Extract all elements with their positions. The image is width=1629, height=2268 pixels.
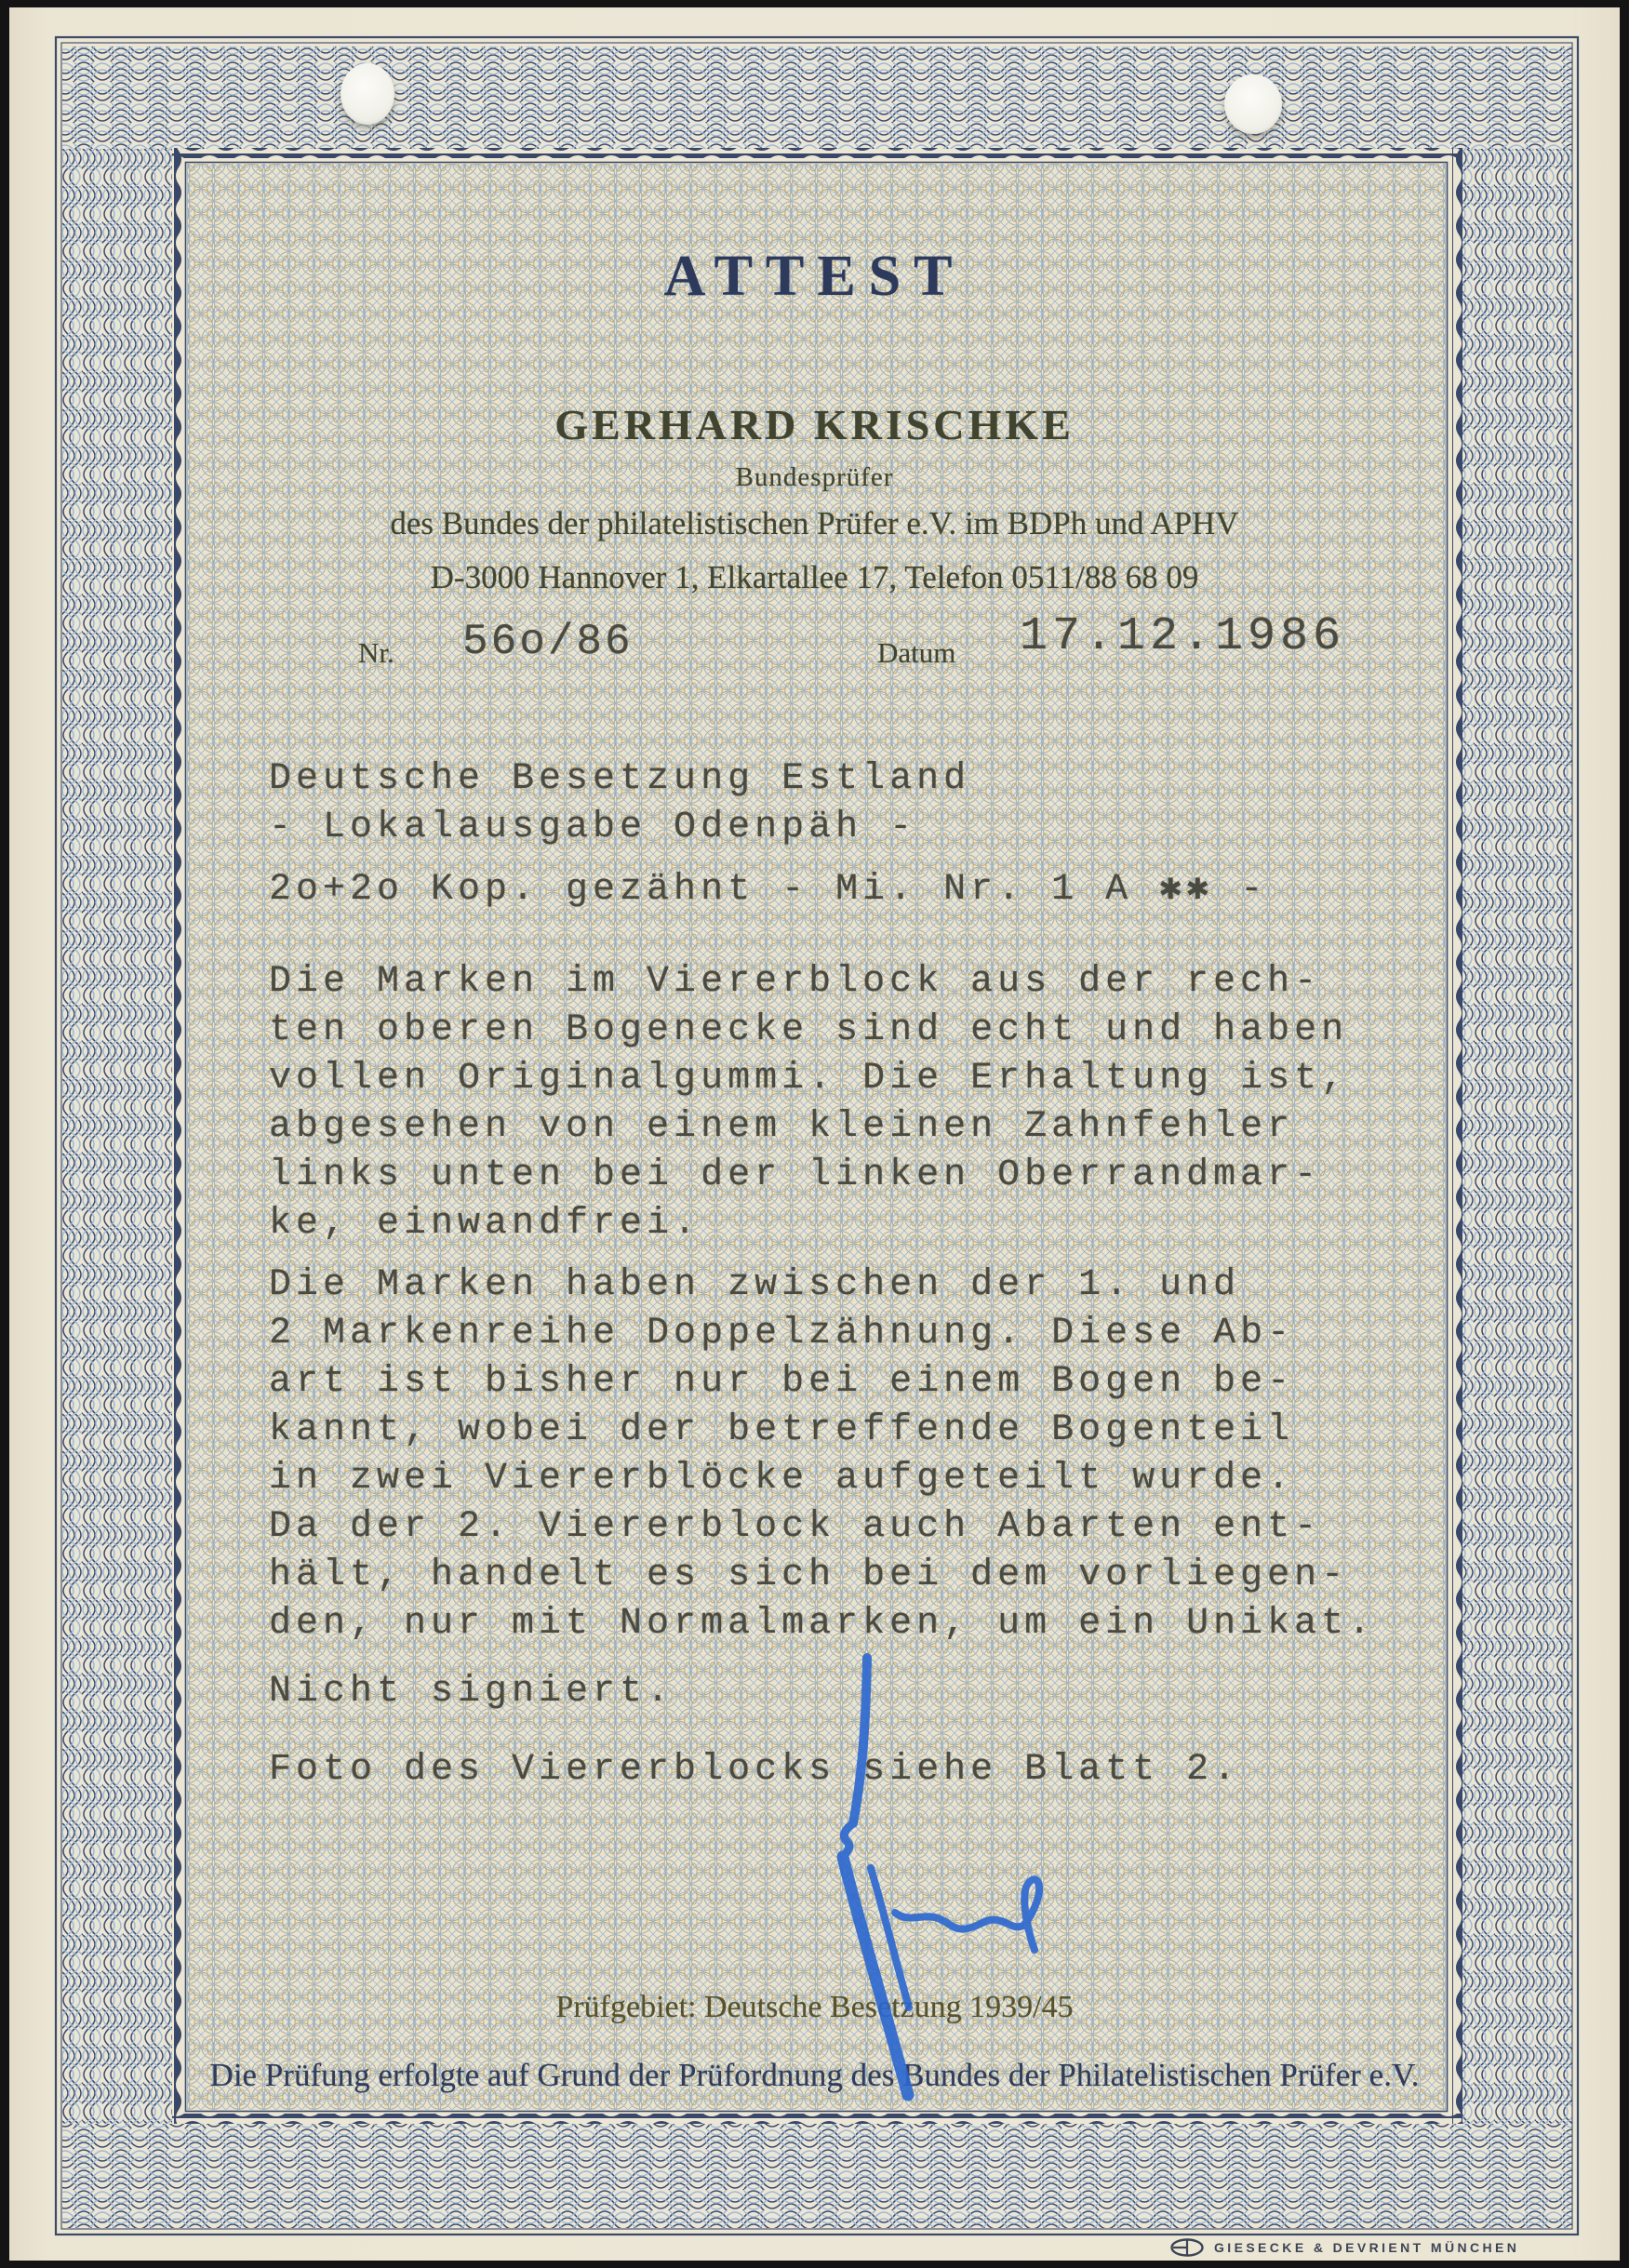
examiner-name: GERHARD KRISCHKE [554, 401, 1075, 448]
paragraph-line: den, nur mit Normalmarken, um ein Unikat. [269, 1603, 1376, 1645]
paragraph-line: in zwei Viererblöcke aufgeteilt wurde. [269, 1458, 1295, 1500]
legal-line: Die Prüfung erfolgte auf Grund der Prüfordnung des Bundes der Philatelistischen Prüfer e.V. [209, 2057, 1420, 2093]
certificate-date-value: 17.12.1986 [1020, 610, 1346, 663]
paragraph-line: Da der 2. Viererblock auch Abarten ent- [269, 1506, 1322, 1548]
examiner-role: Bundesprüfer [735, 462, 894, 492]
examiner-association: des Bundes der philatelistischen Prüfer e.V. im BDPh und APHV [390, 505, 1239, 541]
certificate-number-label: Nr. [358, 636, 394, 669]
certificate-number-value: 56o/86 [462, 618, 634, 666]
page-title: ATTEST [663, 245, 966, 308]
paragraph-line: Die Marken im Viererblock aus der rech- [269, 961, 1322, 1003]
paragraph-line: abgesehen von einem kleinen Zahnfehler [269, 1106, 1295, 1148]
pruefgebiet-line: Prüfgebiet: Deutsche Besetzung 1939/45 [555, 1990, 1074, 2024]
paragraph-line: vollen Originalgummi. Die Erhaltung ist, [269, 1058, 1349, 1100]
printer-name: GIESECKE & DEVRIENT MÜNCHEN [1214, 2240, 1520, 2255]
paragraph-line: 2 Markenreihe Doppelzähnung. Diese Ab- [269, 1313, 1295, 1354]
punch-hole-right [1224, 74, 1282, 134]
paragraph-line: kannt, wobei der betreffende Bogenteil [269, 1409, 1295, 1451]
paragraph-line: art ist bisher nur bei einem Bogen be- [269, 1361, 1295, 1403]
subject-line: - Lokalausgabe Odenpäh - [269, 807, 917, 848]
subject-line: 2o+2o Kop. gezähnt - Mi. Nr. 1 A ✱✱ - [269, 869, 1268, 911]
paragraph-line: Die Marken haben zwischen der 1. und [269, 1264, 1241, 1306]
paragraph-line: ten oberen Bogenecke sind echt und haben [269, 1009, 1349, 1051]
paragraph-line: links unten bei der linken Oberrandmar- [269, 1154, 1322, 1196]
paragraph-line: hält, handelt es sich bei dem vorliegen- [269, 1554, 1349, 1596]
note-photo-sheet: Foto des Viererblocks siehe Blatt 2. [269, 1749, 1241, 1791]
subject-line: Deutsche Besetzung Estland [269, 758, 971, 800]
note-not-signed: Nicht signiert. [269, 1671, 674, 1713]
paragraph-line: ke, einwandfrei. [269, 1203, 701, 1245]
certificate-date-label: Datum [877, 636, 956, 669]
punch-hole-left [340, 63, 394, 125]
examiner-address: D-3000 Hannover 1, Elkartallee 17, Telefon 0511/88 68 09 [430, 559, 1199, 595]
